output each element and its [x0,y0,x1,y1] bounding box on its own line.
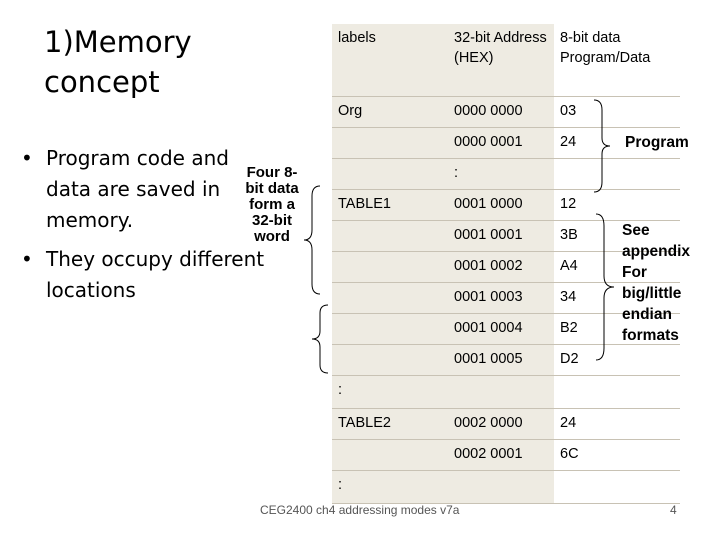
cell-address [448,376,554,409]
cell-data [554,376,680,409]
slide-footer: CEG2400 ch4 addressing modes v7a [260,503,460,517]
cell-data: D2 [554,345,680,376]
table-header-row [332,24,680,97]
cell-data: 34 [554,283,680,314]
cell-data: 24 [554,409,680,440]
bullet-list [18,143,266,314]
header-address: 32-bit Address (HEX) [448,24,554,97]
cell-address: 0001 0000 [448,190,554,221]
cell-label: TABLE2 [332,409,448,440]
cell-address: 0001 0004 [448,314,554,345]
cell-address: 0001 0003 [448,283,554,314]
program-label: Program [625,134,689,151]
cell-label [332,345,448,376]
cell-address: 0000 0001 [448,128,554,159]
program-brace [592,98,618,194]
bullet-item: • They occupy different locations [18,244,266,306]
table-row [332,345,680,376]
cell-data [554,471,680,504]
title-line-2: concept [44,65,160,99]
word-brace [300,184,322,296]
cell-label [332,283,448,314]
header-labels: labels [332,24,448,97]
table-row [332,159,680,190]
bullet-item: • Program code and data are saved in memory. [18,143,266,236]
header-data: 8-bit data Program/Data [554,24,680,97]
cell-address: 0001 0001 [448,221,554,252]
cell-data: 03 [554,97,680,128]
table1-brace [308,303,330,375]
cell-address [448,471,554,504]
table-row [332,471,680,504]
cell-label [332,128,448,159]
cell-address: 0000 0000 [448,97,554,128]
table-row [332,440,680,471]
cell-label: : [332,376,448,409]
data-brace [594,212,620,362]
appendix-note: See appendix For big/little endian formats [622,222,691,344]
title-line-1: 1)Memory [44,25,192,59]
table-row [332,97,680,128]
cell-data: A4 [554,252,680,283]
cell-address: 0002 0000 [448,409,554,440]
cell-data: 12 [554,190,680,221]
cell-data: 3B [554,221,680,252]
slide-title [44,22,192,102]
table-row [332,376,680,409]
cell-label [332,440,448,471]
cell-data: 24 [554,128,680,159]
cell-address: 0001 0002 [448,252,554,283]
cell-label: : [332,471,448,504]
cell-label [332,252,448,283]
cell-data: B2 [554,314,680,345]
cell-label: Org [332,97,448,128]
page-number: 4 [670,503,677,517]
table-row [332,190,680,221]
cell-address: : [448,159,554,190]
table-row [332,409,680,440]
cell-data: 6C [554,440,680,471]
cell-label [332,314,448,345]
cell-label: TABLE1 [332,190,448,221]
cell-label [332,159,448,190]
cell-label [332,221,448,252]
cell-address: 0002 0001 [448,440,554,471]
word-note: Four 8-bit data form a 32-bit word [245,164,299,245]
cell-address: 0001 0005 [448,345,554,376]
